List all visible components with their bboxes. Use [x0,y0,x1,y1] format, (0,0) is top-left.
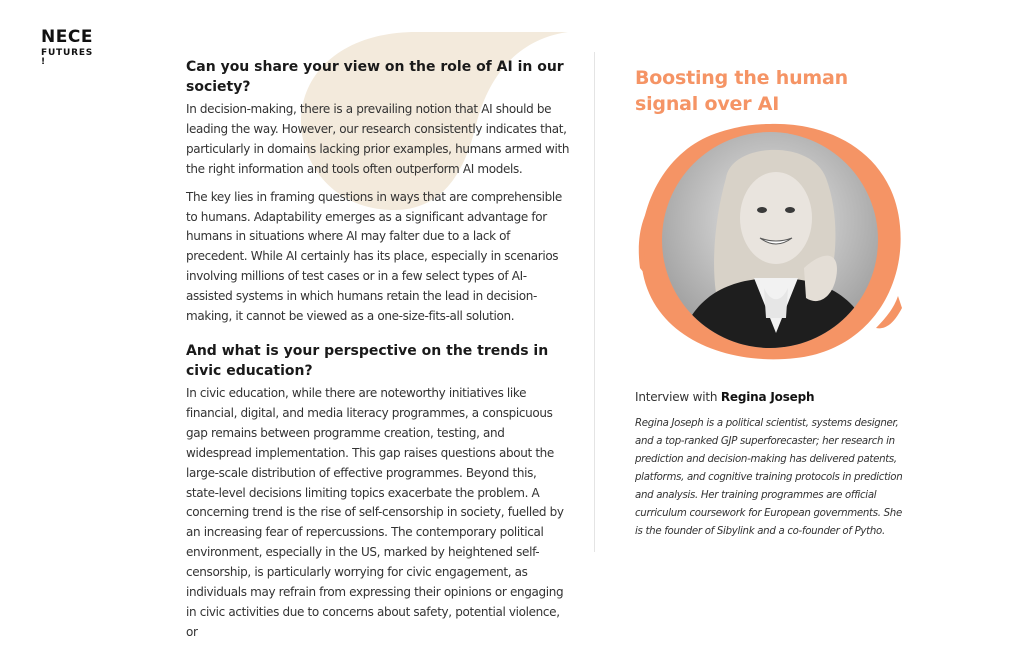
qa-section-2 [186,341,572,643]
question-heading: Can you share your view on the role of AI in our society? [186,59,564,95]
answer-paragraph: In decision-making, there is a prevailing notion that AI should be leading the way. However, our research consistently indicates that, particularly in domains lacking prior examples, humans armed with the right information and tools often outperform AI models. [186,102,570,176]
interviewee-bio: Regina Joseph is a political scientist, systems designer, and a top-ranked GJP superforecaster; her research in prediction and decision-making has delivered patents, platforms, and cognitive training protocols in prediction and analysis. Her training programmes are official curriculum coursework for European governments. She is the founder of Sibylink and a co-founder of Pytho. [635,418,903,537]
logo-main-text: NECE [41,27,93,47]
logo-sub-text: FUTURES [41,48,94,58]
article-column [186,57,572,651]
logo-mark: ! [41,57,46,67]
sidebar-title: Boosting the human signal over AI [635,66,848,115]
portrait-photo-icon [636,118,904,364]
nece-futures-logo[interactable] [41,28,111,67]
column-divider [594,52,595,552]
interview-prefix: Interview with [635,390,721,404]
qa-section-1 [186,57,572,327]
interview-credit [635,388,905,406]
answer-paragraph: In civic education, while there are noteworthy initiatives like financial, digital, and media literacy programmes, a conspicuous gap remains between programme creation, testing, and widespread implementation. This gap raises questions about the large-scale distribution of effective programmes. Beyond this, state-level decisions limiting topics exacerbate the problem. A concerning trend is the rise of self-censorship in society, fuelled by an increasing fear of repercussions. The contemporary political environment, especially in the US, marked by heightened self-censorship, is particularly worrying for civic engagement, as individuals may refrain from expressing their opinions or engaging in civic activities due to concerns about safety, potential violence, or [186,385,564,639]
answer-paragraph: The key lies in framing questions in ways that are comprehensible to humans. Adaptability emerges as a significant advantage for humans in situations where AI may falter due to a lack of precedent. While AI certainly has its place, especially in scenarios involving millions of test cases or in a few select types of AI-assisted systems in which humans retain the lead in decision-making, it cannot be viewed as a one-size-fits-all solution. [186,189,562,324]
question-heading: And what is your perspective on the trends in civic education? [186,342,549,379]
interviewee-name: Regina Joseph [720,390,815,404]
